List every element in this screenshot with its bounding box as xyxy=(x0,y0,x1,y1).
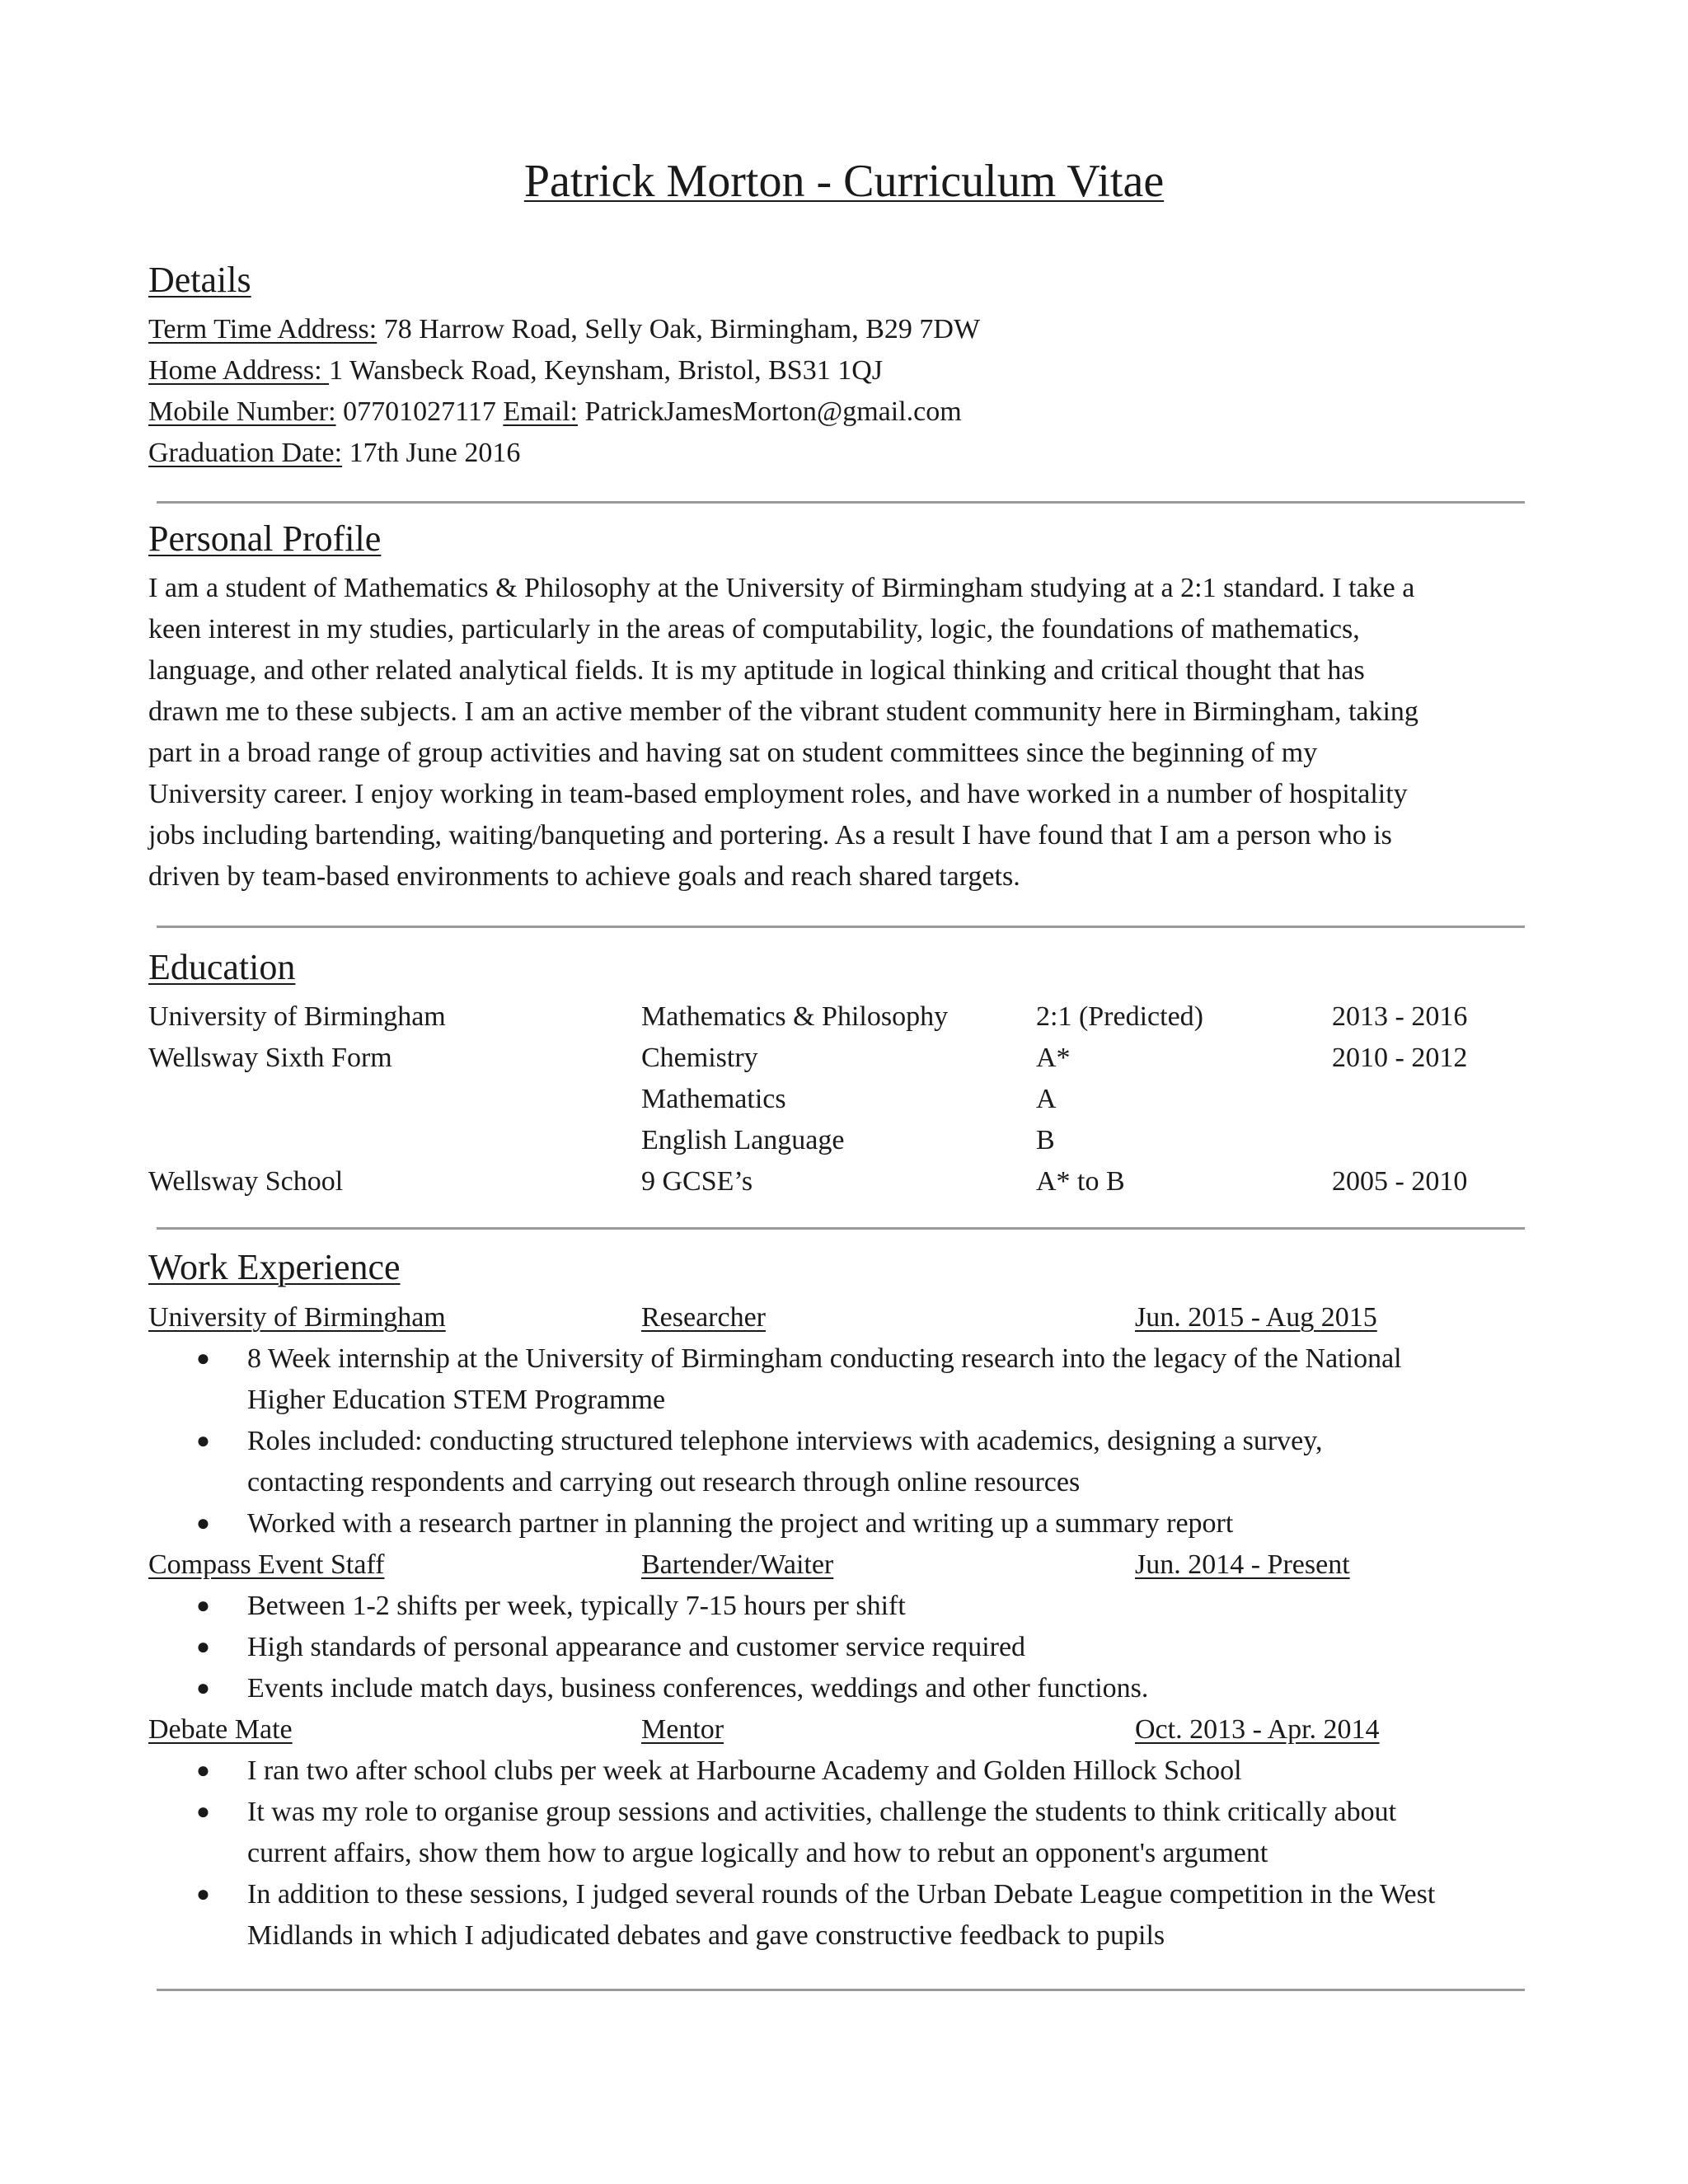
education-subject: Mathematics & Philosophy xyxy=(641,1001,949,1032)
job-role: Researcher xyxy=(641,1302,767,1333)
mobile-value: 07701027117 xyxy=(335,396,504,427)
education-institution: Wellsway Sixth Form xyxy=(148,1043,392,1073)
bullet-marker: ● xyxy=(196,1799,210,1825)
education-institution: University of Birmingham xyxy=(148,1001,446,1032)
education-grade: B xyxy=(1036,1125,1055,1155)
education-grade: A xyxy=(1036,1084,1057,1114)
home-address-line xyxy=(148,350,883,391)
education-subject: English Language xyxy=(641,1125,845,1155)
bullet-text: In addition to these sessions, I judged several rounds of the Urban Debate League competition in the West xyxy=(247,1879,1436,1910)
education-subject: Mathematics xyxy=(641,1084,786,1114)
profile-line: drawn me to these subjects. I am an active member of the vibrant student community here in Birmingham, taking xyxy=(148,696,1418,727)
job-employer: Compass Event Staff xyxy=(148,1549,385,1580)
work-heading: Work Experience xyxy=(148,1247,401,1287)
contact-line xyxy=(148,391,962,433)
divider xyxy=(157,926,1525,928)
bullet-marker: ● xyxy=(196,1346,210,1371)
home-address-value: 1 Wansbeck Road, Keynsham, Bristol, BS31 1QJ xyxy=(329,355,883,386)
bullet-marker: ● xyxy=(196,1428,210,1454)
profile-heading: Personal Profile xyxy=(148,518,382,559)
bullet-marker: ● xyxy=(196,1758,210,1783)
profile-line: jobs including bartending, waiting/banqueting and portering. As a result I have found that I am a person who is xyxy=(148,820,1392,851)
bullet-marker: ● xyxy=(196,1882,210,1907)
education-grade: 2:1 (Predicted) xyxy=(1036,1001,1203,1032)
graduation-line xyxy=(148,433,520,474)
job-dates: Jun. 2015 - Aug 2015 xyxy=(1135,1302,1377,1333)
bullet-text: Higher Education STEM Programme xyxy=(247,1385,666,1415)
bullet-marker: ● xyxy=(196,1675,210,1701)
term-address-label: Term Time Address: xyxy=(148,314,377,344)
profile-line: language, and other related analytical fields. It is my aptitude in logical thinking and critical thought that has xyxy=(148,655,1365,686)
bullet-text: contacting respondents and carrying out research through online resources xyxy=(247,1467,1081,1497)
bullet-marker: ● xyxy=(196,1634,210,1660)
divider xyxy=(157,501,1525,504)
job-dates: Oct. 2013 - Apr. 2014 xyxy=(1135,1714,1380,1745)
email-label: Email: xyxy=(503,396,578,427)
bullet-text: Events include match days, business conferences, weddings and other functions. xyxy=(247,1673,1149,1704)
graduation-label: Graduation Date: xyxy=(148,438,343,468)
email-value: PatrickJamesMorton@gmail.com xyxy=(577,396,962,427)
education-years: 2005 - 2010 xyxy=(1332,1166,1468,1197)
profile-line: part in a broad range of group activities and having sat on student committees since the beginning of my xyxy=(148,738,1318,768)
job-employer: Debate Mate xyxy=(148,1714,293,1745)
profile-paragraph xyxy=(148,568,1517,898)
term-address-line xyxy=(148,309,980,350)
education-years: 2010 - 2012 xyxy=(1332,1043,1468,1073)
bullet-text: 8 Week internship at the University of Birmingham conducting research into the legacy of the National xyxy=(247,1343,1402,1374)
bullet-marker: ● xyxy=(196,1511,210,1536)
home-address-label: Home Address: xyxy=(148,355,330,386)
term-address-value: 78 Harrow Road, Selly Oak, Birmingham, B29 7DW xyxy=(377,314,981,344)
profile-line: keen interest in my studies, particularly in the areas of computability, logic, the foundations of mathematics, xyxy=(148,614,1360,644)
education-institution: Wellsway School xyxy=(148,1166,344,1197)
mobile-label: Mobile Number: xyxy=(148,396,336,427)
job-dates: Jun. 2014 - Present xyxy=(1135,1549,1350,1580)
bullet-text: It was my role to organise group sessions and activities, challenge the students to think critically about xyxy=(247,1797,1397,1827)
details-heading: Details xyxy=(148,260,251,300)
bullet-text: Between 1-2 shifts per week, typically 7-15 hours per shift xyxy=(247,1591,906,1621)
bullet-marker: ● xyxy=(196,1593,210,1619)
bullet-text: I ran two after school clubs per week at Harbourne Academy and Golden Hillock School xyxy=(247,1755,1242,1786)
bullet-text: High standards of personal appearance and customer service required xyxy=(247,1632,1026,1662)
bullet-text: Worked with a research partner in planning the project and writing up a summary report xyxy=(247,1508,1234,1539)
job-employer: University of Birmingham xyxy=(148,1302,446,1333)
education-subject: 9 GCSE’s xyxy=(641,1166,753,1197)
education-heading: Education xyxy=(148,947,296,987)
profile-line: I am a student of Mathematics & Philosophy at the University of Birmingham studying at a 2:1 standard. I take a xyxy=(148,573,1415,603)
education-years: 2013 - 2016 xyxy=(1332,1001,1468,1032)
bullet-text: current affairs, show them how to argue logically and how to rebut an opponent's argument xyxy=(247,1838,1268,1868)
job-role: Mentor xyxy=(641,1714,724,1745)
page-title: Patrick Morton - Curriculum Vitae xyxy=(523,156,1165,207)
divider xyxy=(157,1227,1525,1230)
education-subject: Chemistry xyxy=(641,1043,758,1073)
divider xyxy=(157,1989,1525,1991)
profile-line: University career. I enjoy working in team-based employment roles, and have worked in a number of hospitality xyxy=(148,779,1408,809)
graduation-value: 17th June 2016 xyxy=(342,438,521,468)
bullet-text: Midlands in which I adjudicated debates and gave constructive feedback to pupils xyxy=(247,1920,1165,1951)
bullet-text: Roles included: conducting structured telephone interviews with academics, designing a survey, xyxy=(247,1426,1323,1456)
profile-line: driven by team-based environments to achieve goals and reach shared targets. xyxy=(148,861,1020,892)
education-grade: A* xyxy=(1036,1043,1071,1073)
job-role: Bartender/Waiter xyxy=(641,1549,834,1580)
education-grade: A* to B xyxy=(1036,1166,1125,1197)
